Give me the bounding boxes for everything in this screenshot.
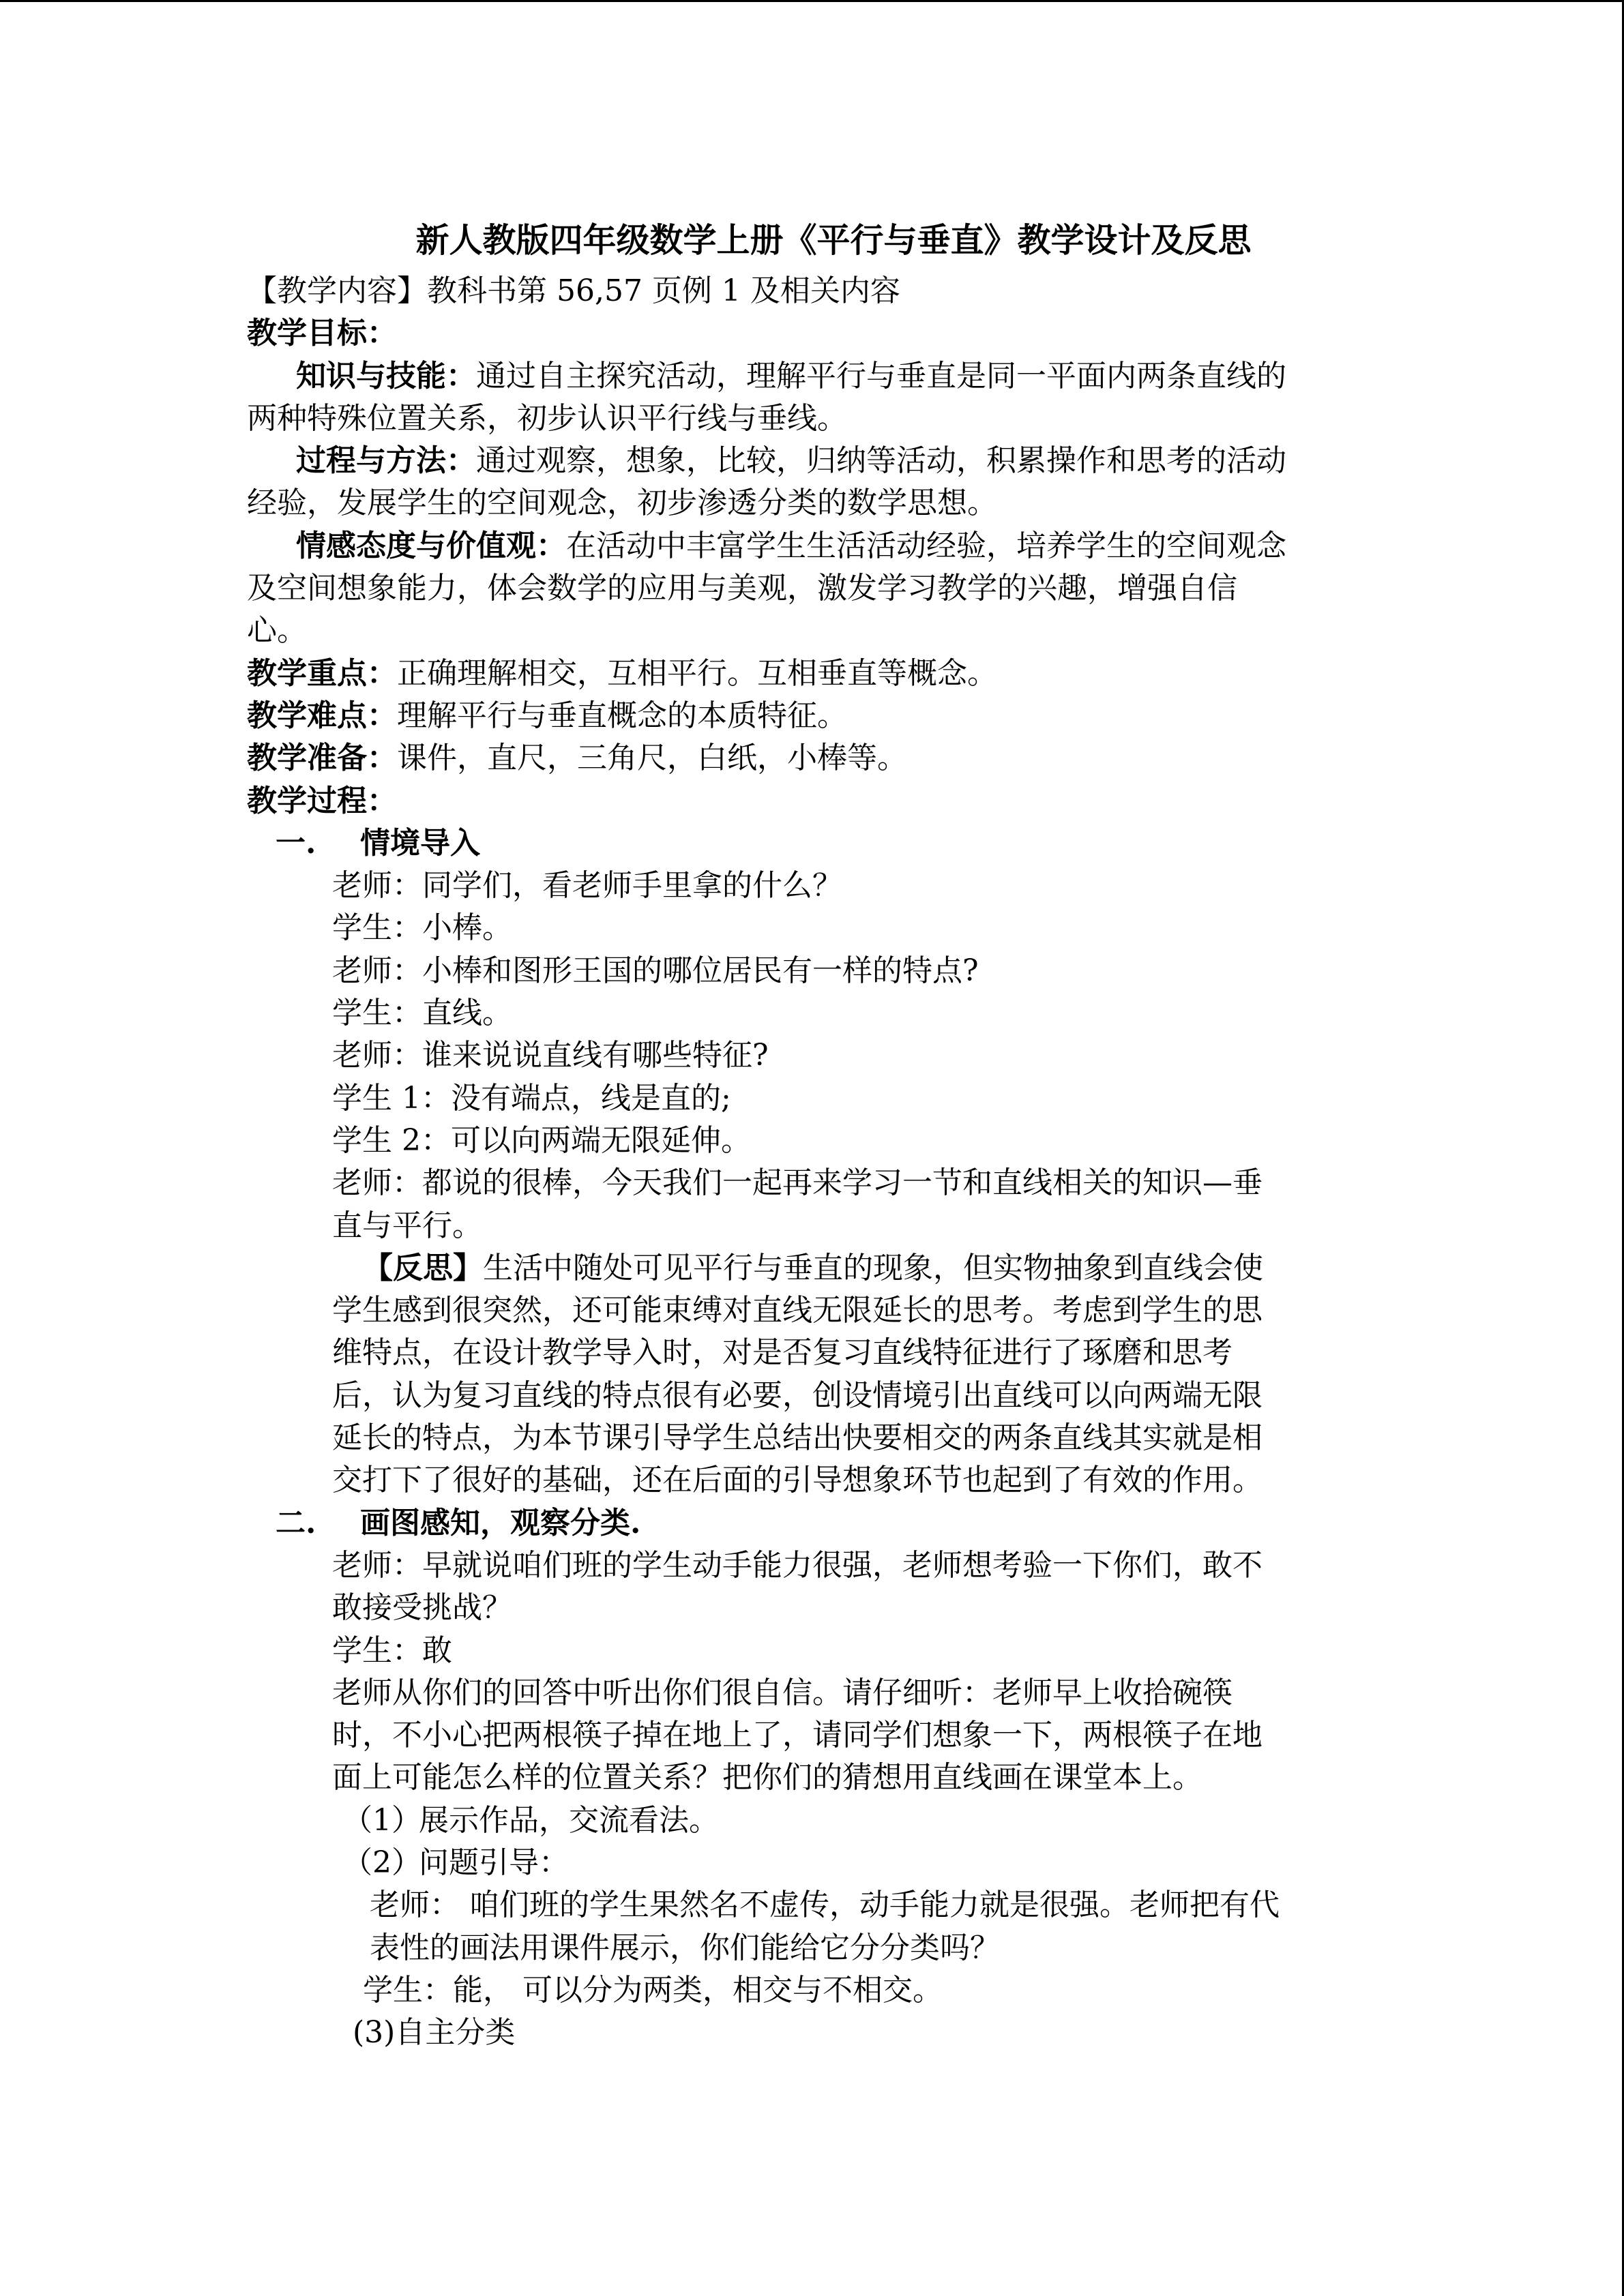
objective-knowledge-cont: 两种特殊位置关系，初步认识平行线与垂线。: [247, 400, 847, 436]
section1-title: 情境导入: [360, 825, 480, 861]
objective-process-text: 通过观察，想象，比较，归纳等活动，积累操作和思考的活动: [476, 443, 1286, 479]
step2: [247, 1842, 1379, 1884]
section2-title: 画图感知，观察分类.: [360, 1505, 641, 1540]
reflection-label: 【反思】: [363, 1250, 483, 1285]
dialogue-line: 老师从你们的回答中听出你们很自信。请仔细听：老师早上收拾碗筷: [332, 1675, 1232, 1710]
step2-text: 问题引导：: [419, 1845, 569, 1880]
step1: [247, 1800, 1379, 1842]
preparation: [247, 737, 1379, 779]
difficulty-label: 教学难点：: [247, 698, 397, 733]
key-points-text: 正确理解相交，互相平行。互相垂直等概念。: [397, 655, 997, 691]
objectives-heading: 教学目标：: [247, 316, 397, 351]
section1-heading: [247, 822, 1379, 865]
step1-text: 展示作品，交流看法。: [419, 1802, 719, 1838]
reflection-line: 交打下了很好的基础，还在后面的引导想象环节也起到了有效的作用。: [332, 1463, 1263, 1498]
key-points: [247, 653, 1379, 695]
preparation-label: 教学准备：: [247, 741, 397, 776]
step2-dialogue-line: 表性的画法用课件展示，你们能给它分分类吗？: [370, 1930, 1000, 1965]
dialogue-line: 老师：小棒和图形王国的哪位居民有一样的特点?: [332, 953, 979, 988]
dialogue-line: 学生 1：没有端点，线是直的;: [332, 1080, 731, 1116]
objective-emotion-label: 情感态度与价值观：: [296, 528, 566, 563]
dialogue-line: 老师：谁来说说直线有哪些特征?: [332, 1038, 769, 1073]
reflection-line: 维特点，在设计教学导入时，对是否复习直线特征进行了琢磨和思考: [332, 1335, 1232, 1371]
preparation-text: 课件，直尺，三角尺，白纸，小棒等。: [397, 741, 907, 776]
dialogue-line: 学生：直线。: [332, 996, 512, 1031]
reflection-text: 生活中随处可见平行与垂直的现象，但实物抽象到直线会使: [483, 1250, 1263, 1285]
reflection-line: 学生感到很突然，还可能束缚对直线无限延长的思考。考虑到学生的思: [332, 1293, 1263, 1328]
objective-knowledge-label: 知识与技能：: [296, 358, 476, 393]
document-title: 新人教版四年级数学上册《平行与垂直》教学设计及反思: [415, 220, 1252, 260]
objective-emotion-cont: 及空间想象能力，体会数学的应用与美观，激发学习教学的兴趣，增强自信: [247, 571, 1237, 606]
objective-knowledge-text: 通过自主探究活动，理解平行与垂直是同一平面内两条直线的: [476, 358, 1286, 393]
objective-process-label: 过程与方法：: [296, 443, 476, 479]
dialogue-line: 老师：早就说咱们班的学生动手能力很强，老师想考验一下你们，敢不: [332, 1547, 1263, 1583]
objective-process-cont: 经验，发展学生的空间观念，初步渗透分类的数学思想。: [247, 486, 997, 521]
section2-heading: [247, 1502, 1379, 1545]
step2-dialogue-line: 老师： 咱们班的学生果然名不虚传，动手能力就是很强。老师把有代: [370, 1888, 1280, 1923]
objective-process: [247, 440, 1379, 482]
dialogue-line: 老师：同学们，看老师手里拿的什么？: [332, 868, 842, 904]
reflection-line: 延长的特点，为本节课引导学生总结出快要相交的两条直线其实就是相: [332, 1420, 1263, 1456]
objective-emotion: [247, 525, 1379, 567]
difficulty-text: 理解平行与垂直概念的本质特征。: [397, 698, 847, 733]
document-page: [247, 217, 1379, 2054]
dialogue-line: 学生 2：可以向两端无限延伸。: [332, 1122, 751, 1158]
dialogue-line: 敢接受挑战？: [332, 1590, 512, 1626]
objective-knowledge: [247, 355, 1379, 398]
top-border-line: [0, 0, 1624, 2]
content-line: 【教学内容】教科书第 56,57 页例 1 及相关内容: [247, 273, 900, 308]
step2-dialogue-line: 学生：能， 可以分为两类，相交与不相交。: [363, 1972, 943, 2008]
step1-number: （1）: [342, 1802, 422, 1838]
dialogue-line: 老师：都说的很棒，今天我们一起再来学习一节和直线相关的知识—垂: [332, 1165, 1263, 1201]
dialogue-line: 直与平行。: [332, 1208, 482, 1243]
section2-number: 二.: [276, 1505, 316, 1540]
step3: (3)自主分类: [353, 2015, 516, 2051]
objective-emotion-cont2: 心。: [247, 613, 307, 648]
objective-emotion-text: 在活动中丰富学生生活活动经验，培养学生的空间观念: [566, 528, 1286, 563]
difficulty: [247, 695, 1379, 737]
dialogue-line: 学生：敢: [332, 1632, 452, 1668]
reflection-paragraph: [247, 1247, 1379, 1289]
step2-number: （2）: [342, 1845, 422, 1880]
reflection-line: 后，认为复习直线的特点很有必要，创设情境引出直线可以向两端无限: [332, 1377, 1263, 1413]
process-heading: 教学过程：: [247, 783, 397, 818]
key-points-label: 教学重点：: [247, 655, 397, 691]
dialogue-line: 时，不小心把两根筷子掉在地上了，请同学们想象一下，两根筷子在地: [332, 1718, 1263, 1753]
dialogue-line: 学生：小棒。: [332, 910, 512, 946]
dialogue-line: 面上可能怎么样的位置关系？把你们的猜想用直线画在课堂本上。: [332, 1760, 1202, 1795]
section1-number: 一.: [276, 825, 316, 861]
